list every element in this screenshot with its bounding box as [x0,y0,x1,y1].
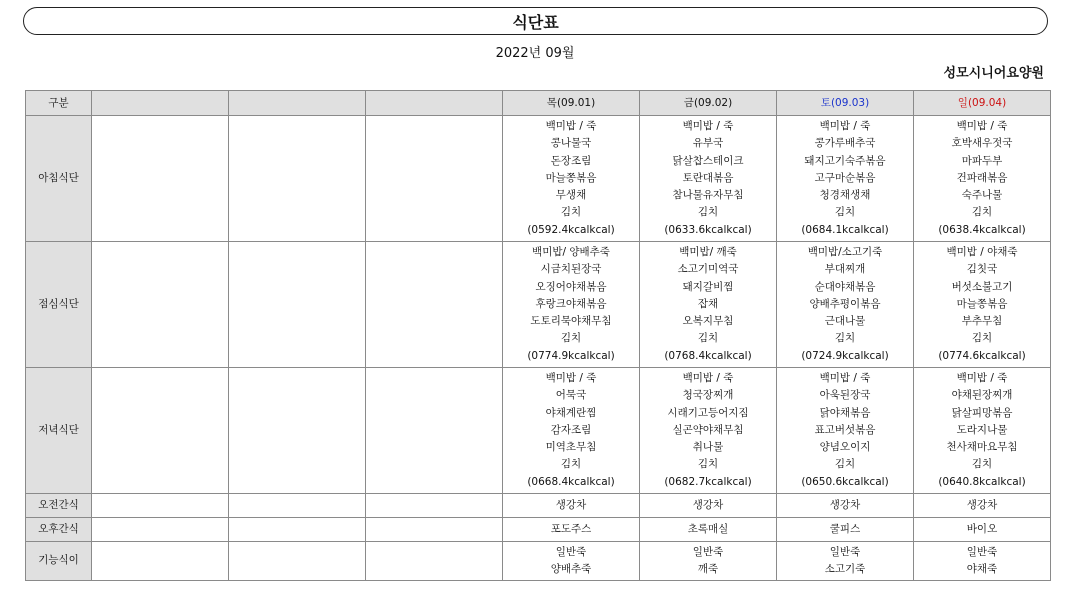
menu-item: 양념오이지 [819,441,871,454]
menu-item: 도라지나물 [956,423,1008,436]
menu-item: 후랑크야채볶음 [535,297,607,310]
day-header-sun: 일(09.04) [914,91,1051,116]
dinner-row [26,368,1051,494]
menu-item: 김치 [560,206,582,219]
menu-item: 닭살찹스테이크 [672,154,744,167]
menu-item: 김치 [971,458,993,471]
menu-item: 김치 [560,332,582,345]
menu-item: (0768.4kcalkcal) [664,349,752,362]
empty-cell [229,368,366,494]
menu-item: 백미밥 / 죽 [682,119,734,132]
breakfast-row [26,116,1051,242]
menu-item: 김칫국 [966,263,998,276]
menu-item: 취나물 [692,441,724,454]
page-title: 식단표 [23,7,1048,35]
menu-item: 소고기미역국 [677,263,739,276]
empty-day-header [92,91,229,116]
functional-diet-row [26,542,1051,581]
menu-item: 잡채 [697,297,719,310]
menu-cell [914,116,1051,242]
empty-cell [366,494,503,518]
menu-item: 감자조림 [550,423,592,436]
menu-item: 닭살피망볶음 [951,406,1013,419]
menu-cell [503,242,640,368]
menu-cell [503,368,640,494]
menu-item: 초록매실 [687,522,729,535]
menu-item: (0774.6kcalkcal) [938,349,1026,362]
morning-snack-row [26,494,1051,518]
menu-cell [777,116,914,242]
menu-item: 도토리묵야채무침 [530,315,612,328]
empty-cell [92,494,229,518]
menu-item: 표고버섯볶음 [814,423,876,436]
menu-cell [777,494,914,518]
meal-plan-table [25,90,1051,581]
menu-item: 아욱된장국 [819,389,871,402]
menu-item: 김치 [697,206,719,219]
menu-item: (0638.4kcalkcal) [938,223,1026,236]
empty-cell [229,116,366,242]
menu-item: 청국장찌개 [682,389,734,402]
menu-item: (0592.4kcalkcal) [527,223,615,236]
menu-item: 백미밥 / 야채죽 [946,245,1018,258]
menu-cell [777,518,914,542]
menu-cell [640,494,777,518]
menu-item: (0682.7kcalkcal) [664,475,752,488]
menu-item: 건파래볶음 [956,171,1008,184]
menu-item: 청경채생채 [819,189,871,202]
empty-cell [366,518,503,542]
menu-item: 숙주나물 [961,189,1003,202]
menu-item: 일반죽 [829,545,861,558]
empty-cell [229,518,366,542]
empty-cell [229,542,366,581]
menu-cell [640,242,777,368]
menu-item: 소고기죽 [824,563,866,575]
empty-cell [92,116,229,242]
menu-cell [640,518,777,542]
day-header-thu: 목(09.01) [503,91,640,116]
menu-item: 쿨피스 [829,522,861,535]
menu-item: 어묵국 [555,389,587,402]
menu-item: 바이오 [966,522,998,535]
empty-cell [92,242,229,368]
menu-item: 야채계란찜 [545,406,597,419]
header-row [26,91,1051,116]
menu-item: 백미밥 / 죽 [682,371,734,384]
menu-item: 김치 [697,332,719,345]
category-header: 구분 [26,91,92,116]
menu-item: 돼지갈비찜 [682,280,734,293]
menu-cell [914,542,1051,581]
menu-item: 순대야채볶음 [814,280,876,293]
menu-cell [640,542,777,581]
menu-item: 고구마순볶음 [814,171,876,184]
menu-item: 마늘쫑볶음 [545,171,597,184]
menu-item: 야채된장찌개 [951,389,1013,402]
menu-item: 실곤약야채무침 [672,423,744,436]
menu-item: 백미밥/소고기죽 [807,245,883,258]
menu-item: 돼지고기숙주볶음 [804,154,886,167]
menu-item: 콩가루배추국 [814,137,876,150]
menu-item: 생강차 [692,498,724,511]
empty-cell [92,542,229,581]
menu-item: (0633.6kcalkcal) [664,223,752,236]
menu-item: (0640.8kcalkcal) [938,475,1026,488]
menu-item: 김치 [971,332,993,345]
menu-cell [503,518,640,542]
menu-item: 김치 [560,458,582,471]
menu-cell [914,494,1051,518]
period-label: 2022년 09월 [495,46,575,61]
menu-item: 생강차 [555,498,587,511]
menu-item: (0668.4kcalkcal) [527,475,615,488]
menu-cell [503,494,640,518]
menu-item: 호박새우젓국 [951,137,1013,150]
row-label: 기능식이 [26,542,92,581]
menu-item: 김치 [834,458,856,471]
menu-item: 백미밥 / 죽 [956,371,1008,384]
menu-cell [777,542,914,581]
menu-item: 백미밥/ 깨죽 [679,245,737,258]
row-label: 아침식단 [26,116,92,242]
day-header-fri: 금(09.02) [640,91,777,116]
menu-item: 김치 [834,206,856,219]
menu-item: 야채죽 [966,563,998,575]
menu-item: 일반죽 [555,545,587,558]
row-label: 오전간식 [26,494,92,518]
menu-cell [777,368,914,494]
menu-item: 백미밥 / 죽 [819,119,871,132]
menu-item: 콩나물국 [550,137,592,150]
menu-item: 일반죽 [966,545,998,558]
row-label: 점심식단 [26,242,92,368]
day-header-sat: 토(09.03) [777,91,914,116]
empty-cell [366,542,503,581]
menu-item: 김치 [834,332,856,345]
menu-item: 무생채 [555,189,587,202]
empty-cell [366,242,503,368]
menu-item: 마파두부 [961,154,1003,167]
menu-item: 참나물유자무침 [672,189,744,202]
menu-item: 김치 [697,458,719,471]
menu-cell [640,116,777,242]
menu-item: 시금치된장국 [540,263,602,276]
menu-item: 양배추죽 [550,563,592,575]
menu-item: 일반죽 [692,545,724,558]
menu-cell [914,518,1051,542]
menu-item: 오복지무침 [682,315,734,328]
row-label: 저녁식단 [26,368,92,494]
menu-item: 미역초무침 [545,441,597,454]
menu-item: 생강차 [829,498,861,511]
menu-item: (0774.9kcalkcal) [527,349,615,362]
menu-item: 백미밥 / 죽 [545,371,597,384]
row-label: 오후간식 [26,518,92,542]
organization-name: 성모시니어요양원 [943,66,1044,81]
menu-item: 버섯소불고기 [951,280,1013,293]
menu-item: 생강차 [966,498,998,511]
menu-item: 백미밥 / 죽 [819,371,871,384]
afternoon-snack-row [26,518,1051,542]
empty-cell [229,242,366,368]
menu-cell [503,542,640,581]
empty-cell [366,368,503,494]
menu-item: 백미밥/ 양배추죽 [532,245,610,258]
empty-day-header [229,91,366,116]
menu-item: 백미밥 / 죽 [956,119,1008,132]
menu-item: 백미밥 / 죽 [545,119,597,132]
menu-item: 토란대볶음 [682,171,734,184]
empty-day-header [366,91,503,116]
empty-cell [229,494,366,518]
empty-cell [92,518,229,542]
menu-item: 닭야채볶음 [819,406,871,419]
menu-item: 마늘쫑볶음 [956,297,1008,310]
menu-cell [640,368,777,494]
menu-cell [914,368,1051,494]
menu-item: (0724.9kcalkcal) [801,349,889,362]
menu-item: 돈장조림 [550,154,592,167]
menu-item: 천사채마요무침 [946,441,1018,454]
empty-cell [366,116,503,242]
menu-item: 김치 [971,206,993,219]
menu-item: (0684.1kcalkcal) [801,223,889,236]
menu-cell [914,242,1051,368]
menu-item: 포도주스 [550,522,592,535]
menu-cell [503,116,640,242]
menu-item: 근대나물 [824,315,866,328]
menu-item: 부추무침 [961,315,1003,328]
menu-item: 유부국 [692,137,724,150]
menu-cell [777,242,914,368]
menu-item: 오징어야채볶음 [535,280,607,293]
lunch-row [26,242,1051,368]
menu-item: 양배추평이볶음 [809,297,881,310]
menu-item: 깨죽 [697,563,719,575]
menu-item: (0650.6kcalkcal) [801,475,889,488]
menu-item: 부대찌개 [824,263,866,276]
menu-item: 시래기고등어지짐 [667,406,749,419]
empty-cell [92,368,229,494]
